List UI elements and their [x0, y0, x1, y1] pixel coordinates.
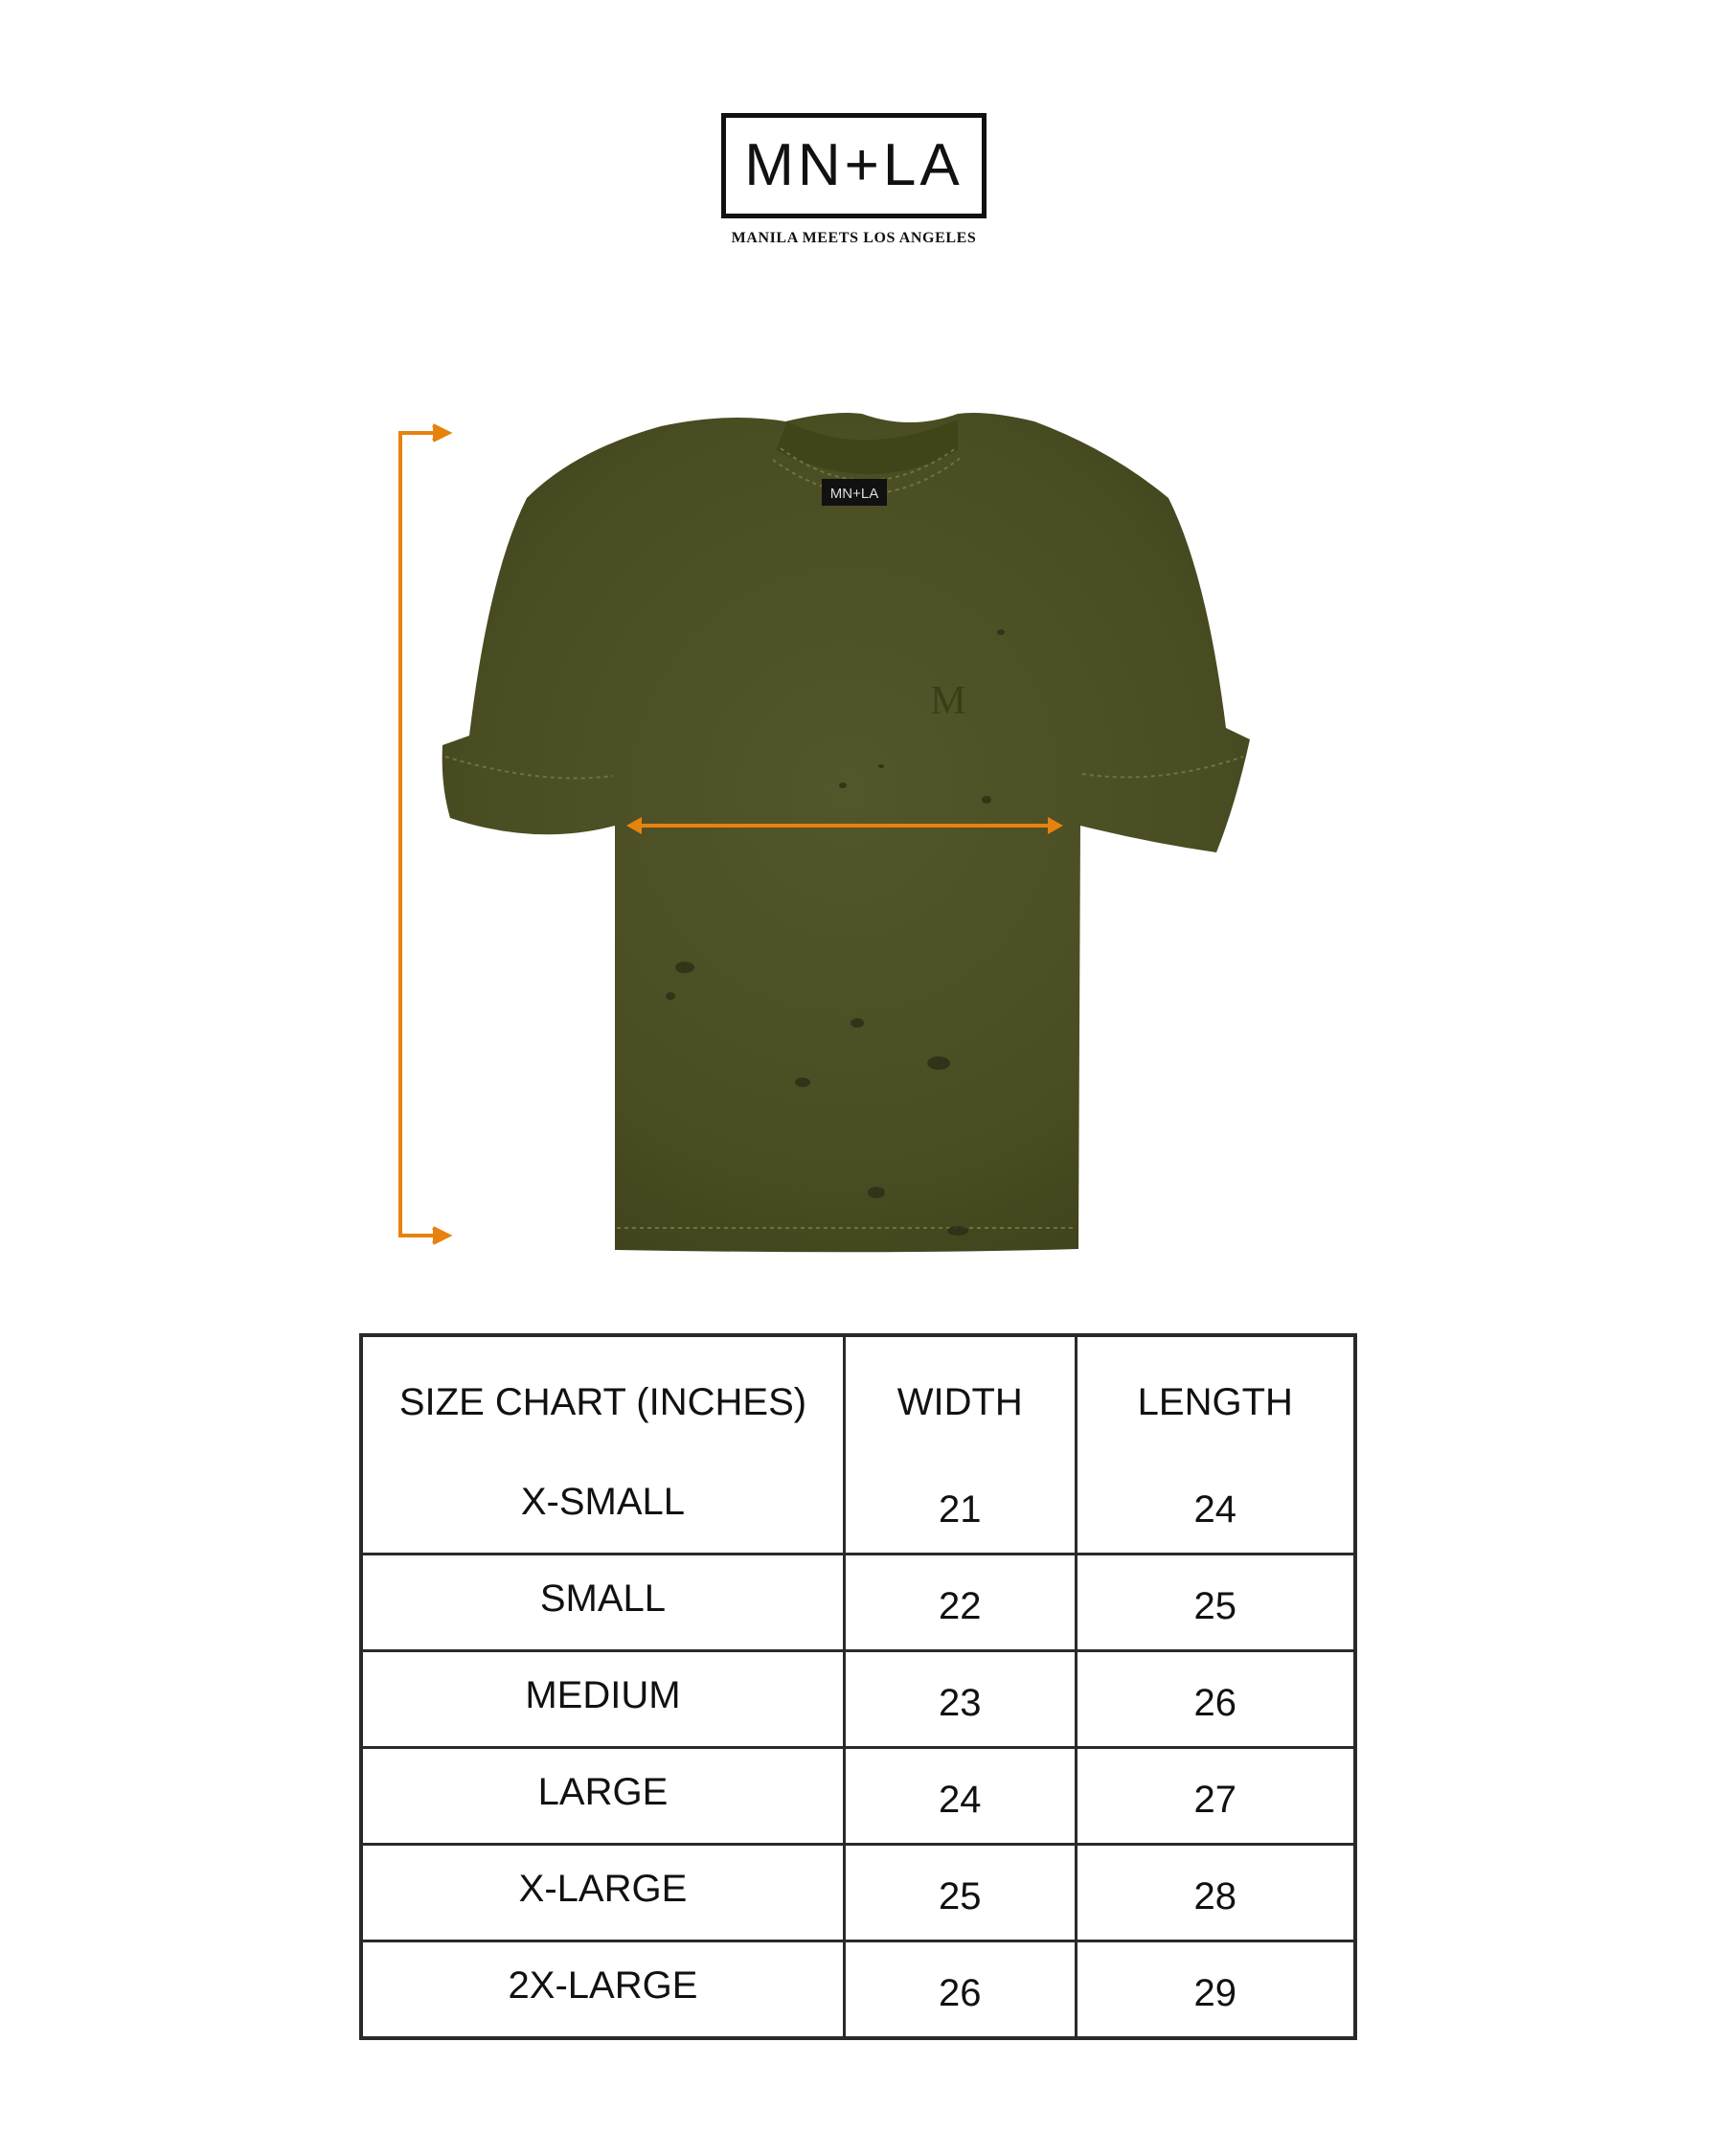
- header-size: SIZE CHART (INCHES): [361, 1335, 844, 1459]
- size-name: 2X-LARGE: [361, 1941, 844, 2039]
- brand-logo-text: MN+LA: [744, 132, 964, 198]
- size-chart-header-row: [361, 1335, 1355, 1459]
- table-row: [361, 1941, 1355, 2039]
- header-length: LENGTH: [1137, 1381, 1293, 1423]
- length-value: 25: [1076, 1555, 1355, 1651]
- size-name: X-SMALL: [361, 1459, 844, 1555]
- length-value: 28: [1076, 1845, 1355, 1941]
- size-name: X-LARGE: [361, 1845, 844, 1941]
- neck-label-text: MN+LA: [829, 486, 879, 502]
- width-value: 22: [844, 1555, 1076, 1651]
- length-value: 27: [1076, 1748, 1355, 1845]
- table-row: [361, 1555, 1355, 1651]
- width-value: 26: [844, 1941, 1076, 2039]
- table-row: [361, 1651, 1355, 1748]
- width-value: 24: [844, 1748, 1076, 1845]
- width-value: 25: [844, 1845, 1076, 1941]
- length-arrow: [398, 425, 448, 1243]
- size-chart-table: [359, 1333, 1357, 2040]
- chest-logo-mark: M: [930, 679, 966, 723]
- table-row: [361, 1748, 1355, 1845]
- length-value: 29: [1193, 1971, 1237, 2014]
- size-name: SMALL: [361, 1555, 844, 1651]
- size-name: MEDIUM: [361, 1651, 844, 1748]
- shirt-body: [442, 413, 1250, 1252]
- length-value: 26: [1076, 1651, 1355, 1748]
- size-name: LARGE: [361, 1748, 844, 1845]
- width-value: 23: [844, 1651, 1076, 1748]
- header-width: WIDTH: [844, 1335, 1076, 1459]
- table-row: [361, 1845, 1355, 1941]
- brand-tagline: MANILA MEETS LOS ANGELES: [731, 230, 977, 246]
- table-row: [361, 1459, 1355, 1555]
- length-value: 24: [1076, 1459, 1355, 1555]
- width-value: 21: [844, 1459, 1076, 1555]
